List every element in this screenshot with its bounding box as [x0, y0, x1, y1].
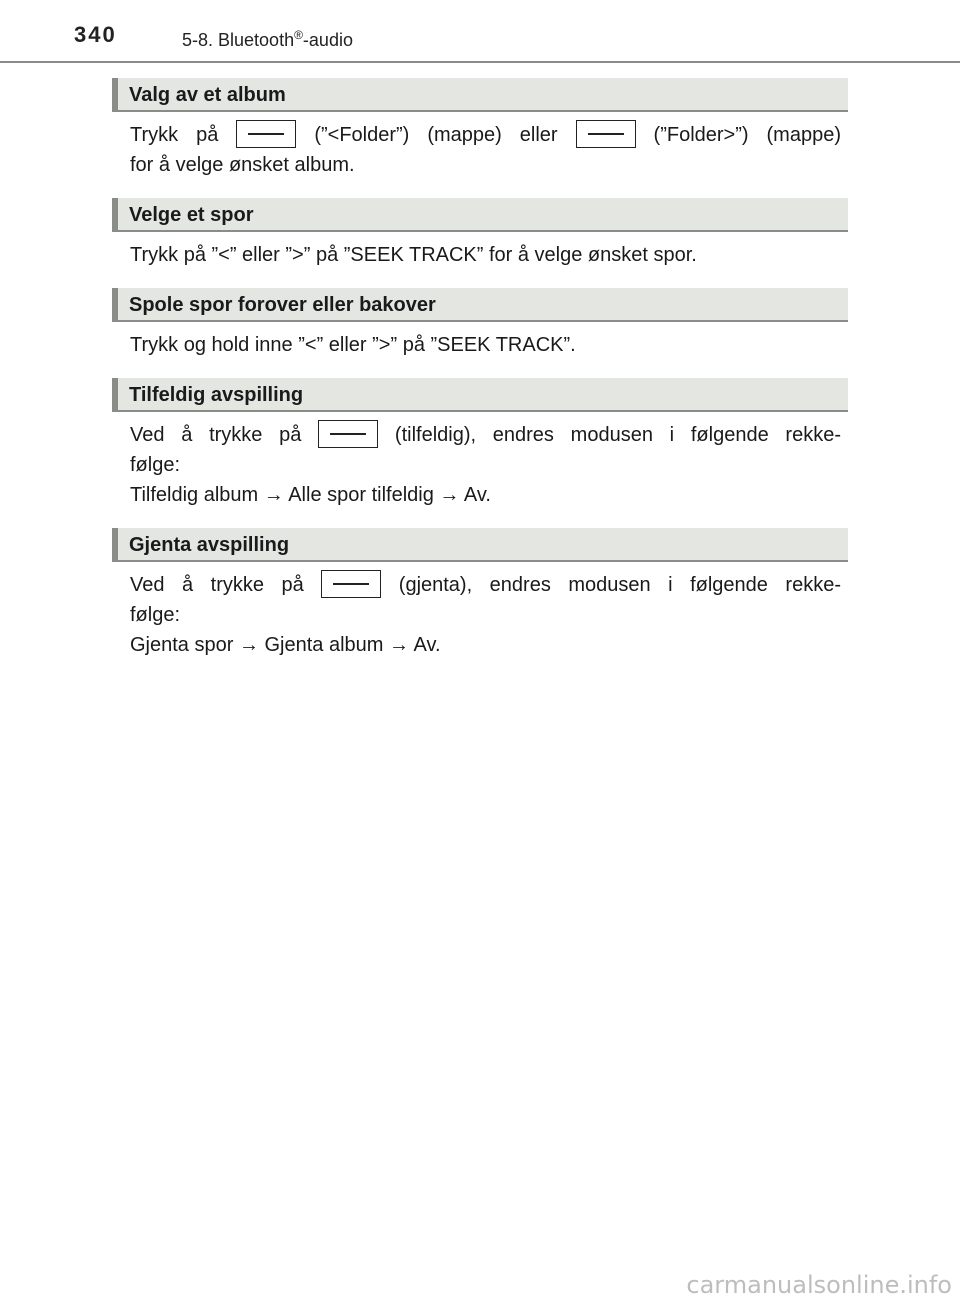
text: (”Folder>”) (mappe) — [653, 124, 841, 146]
section-heading-text: Gjenta avspilling — [129, 534, 290, 556]
paragraph-seek: Trykk og hold inne ”<” eller ”>” på ”SEEK TRACK”. — [130, 334, 576, 356]
page-header — [0, 0, 960, 62]
section-heading-track — [112, 198, 848, 232]
paragraph-album-line2: for å velge ønsket album. — [130, 154, 355, 176]
paragraph-random-line1 — [130, 420, 841, 450]
header-rule — [0, 61, 960, 63]
section-prefix: 5-8. Bluetooth — [182, 30, 295, 50]
paragraph-track: Trykk på ”<” eller ”>” på ”SEEK TRACK” for å velge ønsket spor. — [130, 244, 697, 266]
section-heading-text: Spole spor forover eller bakover — [129, 294, 436, 316]
paragraph-random-line2: følge: — [130, 454, 181, 476]
text: Ved å trykke på — [130, 424, 302, 446]
paragraph-repeat-line2: følge: — [130, 604, 181, 626]
section-heading-repeat — [112, 528, 848, 562]
section-heading-text: Tilfeldig avspilling — [129, 384, 304, 406]
paragraph-random-line3: Tilfeldig album → Alle spor tilfeldig → Av. — [130, 484, 491, 506]
folder-up-button-icon — [576, 120, 636, 148]
text: (tilfeldig), endres modusen i følgende rekke- — [394, 424, 841, 446]
text: Ved å trykke på — [130, 574, 304, 596]
section-heading-random — [112, 378, 848, 412]
text: (”<Folder”) (mappe) eller — [314, 124, 558, 146]
paragraph-album-line1 — [130, 120, 841, 150]
section-heading-text: Valg av et album — [129, 84, 286, 106]
folder-down-button-icon — [236, 120, 296, 148]
section-heading-album — [112, 78, 848, 112]
section-heading-text: Velge et spor — [129, 204, 254, 226]
section-path — [182, 28, 353, 51]
registered-mark: ® — [294, 28, 303, 42]
page-number: 340 — [74, 22, 117, 47]
section-suffix: -audio — [302, 30, 353, 50]
repeat-button-icon — [321, 570, 381, 598]
paragraph-repeat-line3: Gjenta spor → Gjenta album → Av. — [130, 634, 441, 656]
section-heading-seek — [112, 288, 848, 322]
text: Trykk på — [130, 124, 219, 146]
watermark: carmanualsonline.info — [686, 1271, 952, 1299]
text: (gjenta), endres modusen i følgende rekke- — [398, 574, 841, 596]
paragraph-repeat-line1 — [130, 570, 841, 600]
random-button-icon — [318, 420, 378, 448]
